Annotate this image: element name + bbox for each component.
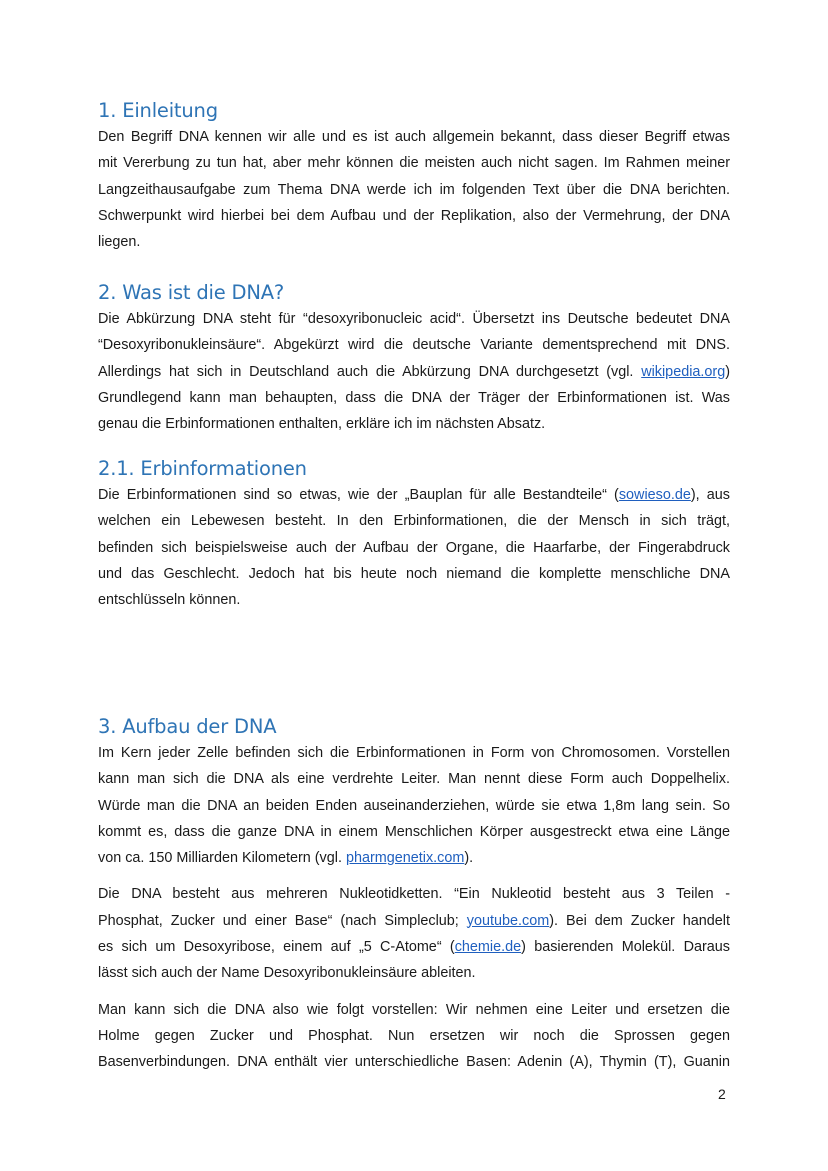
text-line: “Desoxyribonukleinsäure“. Abgekürzt wird die deutsche Variante dementsprechend mit DNS. — [98, 337, 730, 354]
paragraph — [98, 306, 730, 437]
text-line — [98, 359, 730, 385]
text-line: Man kann sich die DNA also wie folgt vorstellen: Wir nehmen eine Leiter und ersetzen die — [98, 1001, 730, 1018]
text-fragment: ). — [464, 850, 474, 867]
text-line: Langzeithausaufgabe zum Thema DNA werde ich im folgenden Text über die DNA berichten. — [98, 181, 730, 198]
text-line — [98, 482, 730, 508]
text-line — [98, 934, 730, 960]
text-line: Den Begriff DNA kennen wir alle und es ist auch allgemein bekannt, dass dieser Begriff etwas — [98, 129, 730, 145]
text-line: liegen. — [98, 234, 141, 251]
section — [98, 98, 730, 255]
text-line: Schwerpunkt wird hierbei bei dem Aufbau und der Replikation, also der Vermehrung, der DNA — [98, 207, 730, 224]
section — [98, 280, 730, 437]
text-line: befinden sich beispielsweise auch der Aufbau der Organe, die Haarfarbe, der Fingerabdruck — [98, 539, 730, 556]
text-fragment: ). Bei dem Zucker handelt — [549, 912, 730, 929]
text-fragment: ), aus — [690, 487, 730, 503]
source-link[interactable]: chemie.de — [454, 939, 522, 956]
section-heading: 2. Was ist die DNA? — [98, 281, 285, 304]
text-line: Basenverbindungen. DNA enthält vier unterschiedliche Basen: Adenin (A), Thymin (T), Guanin — [98, 1054, 730, 1071]
text-fragment: ) basierenden Molekül. Daraus — [521, 939, 730, 956]
section — [98, 714, 730, 1076]
text-fragment: Allerdings hat sich in Deutschland auch die Abkürzung DNA durchgesetzt (vgl. — [98, 363, 642, 380]
text-fragment: es sich um Desoxyribose, einem auf „5 C-Atome“ ( — [98, 939, 455, 956]
text-line — [98, 908, 730, 934]
text-line: Würde man die DNA an beiden Enden auseinanderziehen, würde sie etwa 1,8m lang sein. So — [98, 797, 730, 814]
section-heading: 2.1. Erbinformationen — [98, 457, 307, 480]
text-line: Die Abkürzung DNA steht für “desoxyribonucleic acid“. Übersetzt ins Deutsche bedeutet DNA — [98, 311, 730, 327]
text-line: Grundlegend kann man behaupten, dass die DNA der Träger der Erbinformationen ist. Was — [98, 389, 730, 406]
source-link[interactable]: pharmgenetix.com — [345, 850, 465, 867]
text-line: Holme gegen Zucker und Phosphat. Nun ersetzen wir noch die Sprossen gegen — [98, 1027, 730, 1044]
section-heading: 1. Einleitung — [98, 99, 218, 122]
text-line: Die DNA besteht aus mehreren Nukleotidketten. “Ein Nukleotid besteht aus 3 Teilen - — [98, 886, 730, 903]
paragraph — [98, 740, 730, 871]
text-line: mit Vererbung zu tun hat, aber mehr können die meisten auch nicht sagen. Im Rahmen meiner — [98, 155, 730, 172]
section-heading: 3. Aufbau der DNA — [98, 715, 277, 738]
text-line: genau die Erbinformationen enthalten, erkläre ich im nächsten Absatz. — [98, 416, 546, 433]
text-fragment: von ca. 150 Milliarden Kilometern (vgl. — [98, 850, 346, 867]
paragraph — [98, 124, 730, 255]
paragraph — [98, 482, 730, 613]
paragraph — [98, 997, 730, 1076]
source-link[interactable]: sowieso.de — [618, 487, 691, 503]
source-link[interactable]: youtube.com — [466, 912, 550, 929]
source-link[interactable]: wikipedia.org — [641, 363, 726, 380]
text-fragment: Die Erbinformationen sind so etwas, wie der „Bauplan für alle Bestandteile“ ( — [98, 487, 619, 503]
text-line: welchen ein Lebewesen besteht. In den Erbinformationen, die der Mensch in sich trägt, — [98, 513, 730, 530]
text-line: Im Kern jeder Zelle befinden sich die Erbinformationen in Form von Chromosomen. Vorstellen — [98, 745, 730, 761]
text-fragment: Phosphat, Zucker und einer Base“ (nach Simpleclub; — [98, 912, 467, 929]
page-number: 2 — [718, 1086, 726, 1102]
text-line: kommt es, dass die ganze DNA in einem Menschlichen Körper ausgestreckt etwa eine Länge — [98, 823, 730, 840]
text-line: lässt sich auch der Name Desoxyribonukleinsäure ableiten. — [98, 965, 476, 982]
section — [98, 456, 730, 613]
text-fragment: ) — [725, 363, 730, 380]
text-line: kann man sich die DNA als eine verdrehte Leiter. Man nennt diese Form auch Doppelhelix. — [98, 771, 730, 788]
paragraph — [98, 881, 730, 986]
text-line: entschlüsseln können. — [98, 592, 241, 609]
text-line: und das Geschlecht. Jedoch hat bis heute noch niemand die komplette menschliche DNA — [98, 565, 730, 582]
text-line — [98, 845, 730, 871]
